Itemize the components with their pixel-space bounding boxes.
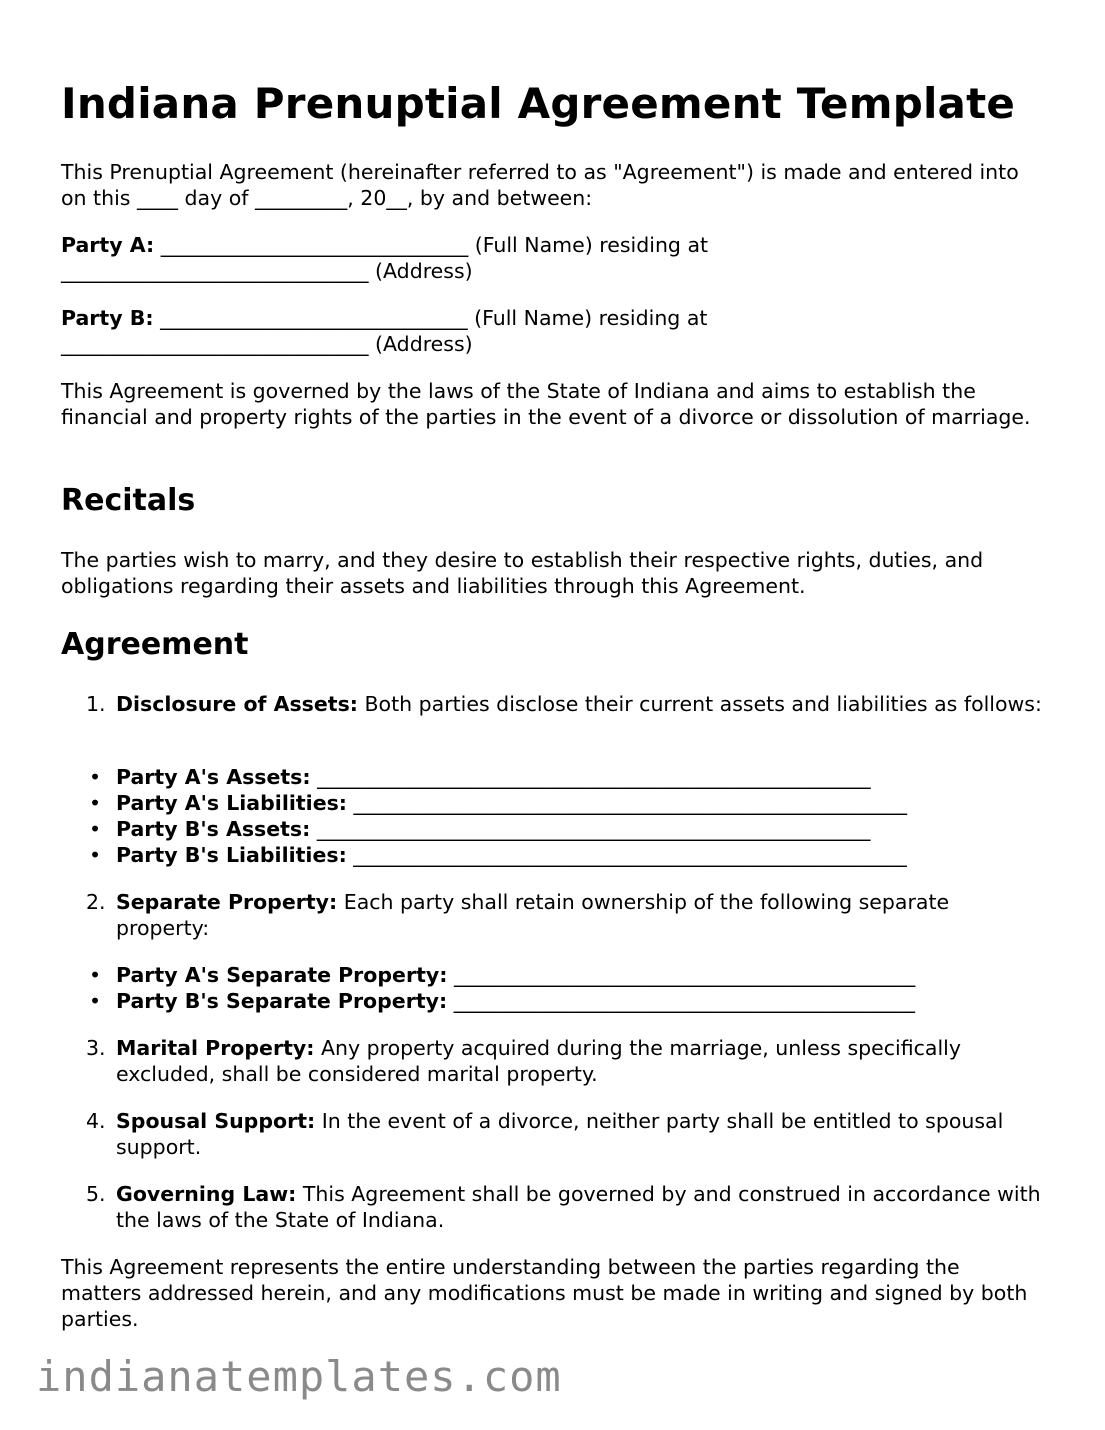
bullet-item [116, 962, 1046, 988]
party-a-name-blank: ______________________________ (Full Name) residing at [154, 233, 709, 257]
agreement-heading: Agreement [61, 627, 249, 662]
page-title: Indiana Prenuptial Agreement Template [61, 79, 1016, 128]
party-b-label: Party B: [61, 306, 154, 330]
list-item-text: Any property acquired during the marriage, unless specifically excluded, shall be considered marital property. [116, 1036, 962, 1086]
bullet-label: Party A's Liabilities: [116, 791, 348, 815]
list-item [116, 1181, 1046, 1233]
list-item-text: Both parties disclose their current assets and liabilities as follows: [357, 692, 1042, 716]
bullet-blank: _____________________________________________ [447, 989, 915, 1013]
list-item [116, 691, 1046, 717]
list-item-label: Disclosure of Assets: [116, 692, 358, 716]
bullet-blank: ______________________________________________________ [347, 791, 908, 815]
party-b-address-blank: ______________________________ (Address) [61, 332, 473, 356]
list-item [116, 889, 1046, 941]
recitals-paragraph: The parties wish to marry, and they desire to establish their respective rights, duties, and obligations regarding their assets and liabilities through this Agreement. [61, 548, 984, 598]
list-item-label: Separate Property: [116, 890, 338, 914]
bullet-blank: ______________________________________________________ [310, 817, 871, 841]
governing-paragraph: This Agreement is governed by the laws of the State of Indiana and aims to establish the financial and property rights of the parties in the event of a divorce or dissolution of marriage. [61, 379, 1031, 429]
list-item [116, 1108, 1046, 1160]
bullet-icon: • [89, 791, 102, 815]
bullet-label: Party B's Assets: [116, 817, 311, 841]
bullet-item [116, 816, 1046, 842]
list-item-label: Governing Law: [116, 1182, 297, 1206]
bullet-icon: • [89, 817, 102, 841]
bullet-icon: • [89, 765, 102, 789]
list-item-text: Each party shall retain ownership of the following separate property: [116, 890, 950, 940]
list-item-number: 4. [86, 1109, 106, 1133]
list-item-number: 2. [86, 890, 106, 914]
party-b-name-blank: ______________________________ (Full Name) residing at [153, 306, 708, 330]
bullet-icon: • [89, 963, 102, 987]
closing-paragraph: This Agreement represents the entire understanding between the parties regarding the matters addressed herein, and any modifications must be made in writing and signed by both parties. [61, 1255, 1028, 1331]
bullet-blank: ______________________________________________________ [346, 843, 907, 867]
bullet-icon: • [89, 843, 102, 867]
bullet-blank: _____________________________________________ [447, 963, 916, 987]
bullet-label: Party B's Liabilities: [116, 843, 347, 867]
party-a-line [61, 232, 1046, 284]
bullet-blank: ______________________________________________________ [310, 765, 871, 789]
list-item-number: 5. [86, 1182, 106, 1206]
party-a-address-blank: ______________________________ (Address) [61, 259, 473, 283]
party-a-label: Party A: [61, 233, 155, 257]
bullet-icon: • [89, 989, 102, 1013]
list-item-number: 3. [86, 1036, 106, 1060]
party-b-line [61, 305, 1046, 357]
list-item-text: This Agreement shall be governed by and construed in accordance with the laws of the State of Indiana. [116, 1182, 1041, 1232]
list-item [116, 1035, 1046, 1087]
list-item-text: In the event of a divorce, neither party shall be entitled to spousal support. [116, 1109, 1004, 1159]
list-item-label: Marital Property: [116, 1036, 315, 1060]
bullet-item [116, 790, 1046, 816]
site-watermark: indianatemplates.com [36, 1352, 562, 1401]
bullet-label: Party B's Separate Property: [116, 989, 448, 1013]
bullet-label: Party A's Separate Property: [116, 963, 448, 987]
bullet-label: Party A's Assets: [116, 765, 311, 789]
list-item-label: Spousal Support: [116, 1109, 316, 1133]
bullet-item [116, 842, 1046, 868]
intro-paragraph: This Prenuptial Agreement (hereinafter referred to as "Agreement") is made and entered into on this ____ day of _________, 20__, by and between: [61, 160, 1019, 210]
bullet-item [116, 764, 1046, 790]
bullet-item [116, 988, 1046, 1014]
list-item-number: 1. [86, 692, 106, 716]
recitals-heading: Recitals [61, 483, 196, 518]
